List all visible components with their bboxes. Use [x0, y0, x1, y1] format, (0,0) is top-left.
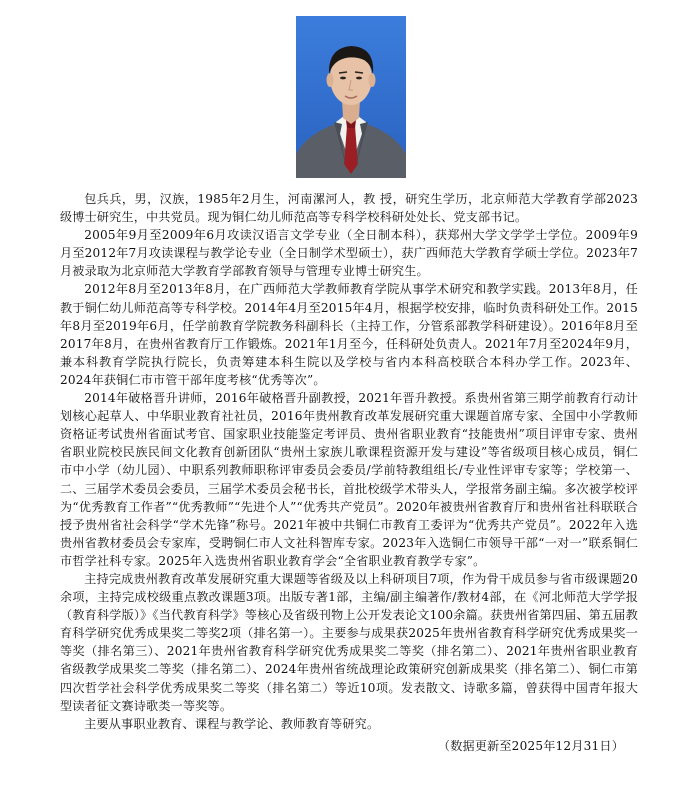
portrait-photo-icon — [296, 16, 406, 178]
bio-honors-paragraph: 2014年破格晋升讲师，2016年破格晋升副教授，2021年晋升教授。系贵州省第三期学前教育行动计划核心起草人、中华职业教育社社员，2016年贵州教育改革发展研究重大课题首席专家、全国中小学教师资格证考试贵州省面试考官、国家职业技能鉴定考评员、贵州省职业教育“技能贵州”项目评审专家、贵州省职业院校民族民间文化教育创新团队“贵州土家族儿歌课程资源开发与建设”等省级项目核心成员，铜仁市中小学（幼儿园）、中职系列教师职称评审委员会委员/学前特教组组长/专业性评审专家等；学校第一、二、三届学术委员会委员，三届学术委员会秘书长，首批校级学术带头人，学报常务副主编。多次被学校评为“优秀教育工作者”“优秀教师”“先进个人”“优秀共产党员”。2020年被贵州省教育厅和贵州省社科联联合授予贵州省社会科学“学术先锋”称号。2021年被中共铜仁市教育工委评为“优秀共产党员”。2022年入选贵州省教材委员会专家库，受聘铜仁市人文社科智库专家。2023年入选铜仁市领导干部“一对一”联系铜仁市哲学社科专家。2025年入选贵州省职业教育学会“全省职业教育教学专家”。 — [60, 391, 638, 568]
portrait-photo — [296, 16, 406, 178]
bio-research-paragraph: 主持完成贵州教育改革发展研究重大课题等省级及以上科研项目7项，作为骨干成员参与省市级课题20余项，主持完成校级重点教改课题3项。出版专著1部，主编/副主编著作/教材4部，在《河北师范大学学报（教育科学版）》《当代教育科学》等核心及省级刊物上公开发表论文100余篇。获贵州省第四届、第五届教育科学研究优秀成果奖二等奖2项（排名第一）。主要参与成果获2025年贵州省教育科学研究优秀成果奖一等奖（排名第三）、2021年贵州省教育科学研究优秀成果奖二等奖（排名第二）、2021年贵州省职业教育省级教学成果奖二等奖（排名第二）、2024年贵州省统战理论政策研究创新成果奖（排名第二）、铜仁市第四次哲学社会科学优秀成果奖二等奖（排名第二）等近10项。发表散文、诗歌多篇，曾获得中国青年报大型读者征文赛诗歌类一等奖等。 — [60, 571, 638, 713]
bio-education-paragraph: 2005年9月至2009年6月攻读汉语言文学专业（全日制本科），获郑州大学文学学士学位。2009年9月至2012年7月攻读课程与教学论专业（全日制学术型硕士），获广西师范大学教育学硕士学位。2023年7月被录取为北京师范大学教育学部教育领导与管理专业博士研究生。 — [60, 228, 638, 279]
bio-intro-paragraph: 包兵兵，男，汉族，1985年2月生，河南漯河人，教 授，研究生学历，北京师范大学教育学部2023级博士研究生，中共党员。现为铜仁幼儿师范高等专科学校科研处处长、党支部书记。 — [60, 192, 638, 225]
bio-career-paragraph: 2012年8月至2013年8月，在广西师范大学教师教育学院从事学术研究和教学实践。2013年8月，任教于铜仁幼儿师范高等专科学校。2014年4月至2015年4月，根据学校安排，临时负责科研处工作。2015年8月至2019年6月，任学前教育学院教务科副科长（主持工作，分管系部教学科研建设）。2016年8月至2017年8月，在贵州省教育厅工作锻炼。2021年1月至今，任科研处负责人。2021年7月至2024年9月，兼本科教育学院执行院长，负责筹建本科生院以及学校与省内本科高校联合本科办学工作。2023年、2024年获铜仁市市管干部年度考核“优秀等次”。 — [60, 282, 638, 387]
update-date-note: （数据更新至2025年12月31日） — [437, 738, 624, 753]
biography — [60, 190, 638, 755]
bio-field-paragraph: 主要从事职业教育、课程与教学论、教师教育等研究。 — [84, 716, 380, 731]
